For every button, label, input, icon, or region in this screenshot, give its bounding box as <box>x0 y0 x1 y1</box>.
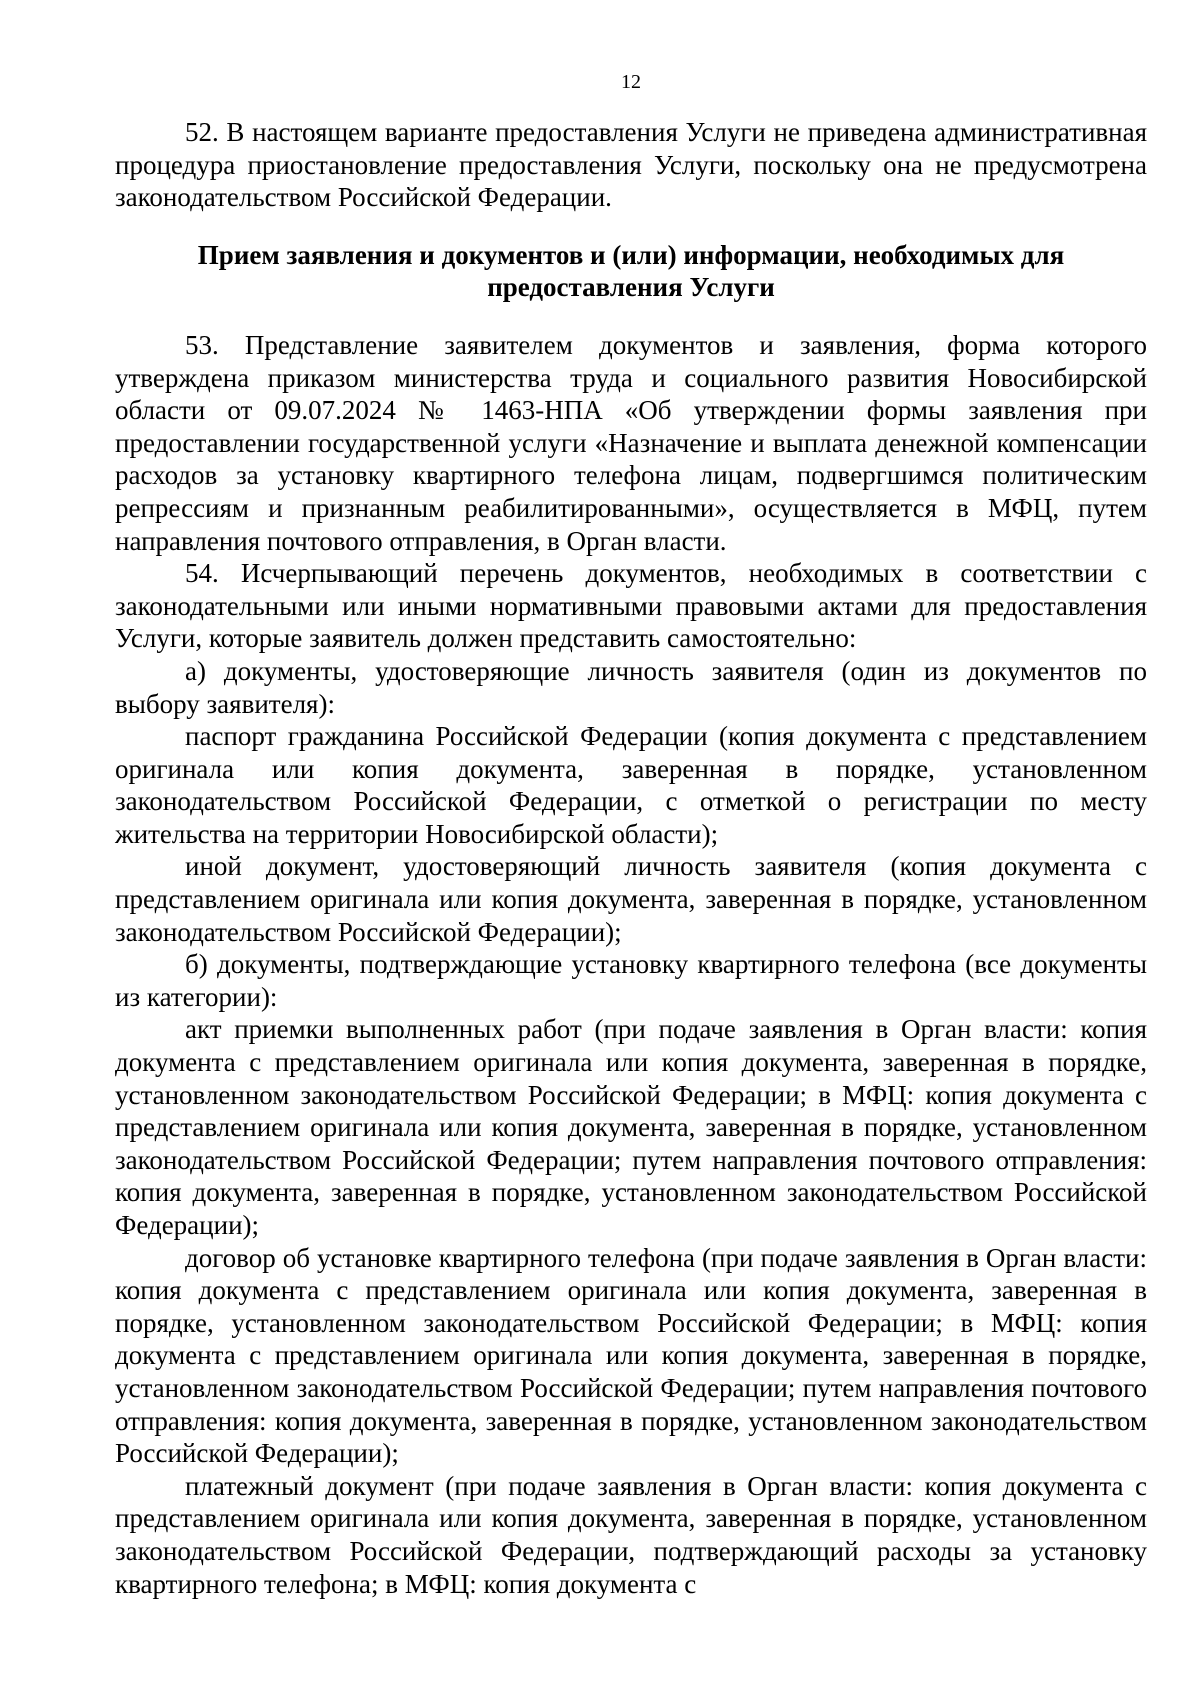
paragraph-payment: платежный документ (при подаче заявления в Орган власти: копия документа с представлением оригинала или копия документа, заверенная в порядке, установленном законодательством Российской Федерации, подтверждающий расходы за установку квартирного телефона; в МФЦ: копия документа с <box>115 1470 1147 1599</box>
paragraph-52: 52. В настоящем варианте предоставления Услуги не приведена административная процедура приостановление предоставления Услуги, поскольку она не предусмотрена законодательством Российской Федерации. <box>115 117 1147 213</box>
paragraph-item-a: а) документы, удостоверяющие личность заявителя (один из документов по выбору заявителя): <box>115 655 1147 719</box>
paragraph-other-id: иной документ, удостоверяющий личность заявителя (копия документа с представлением оригинала или копия документа, заверенная в порядке, установленном законодательством Российской Федерации); <box>115 851 1147 947</box>
paragraph-contract: договор об установке квартирного телефона (при подаче заявления в Орган власти: копия документа с представлением оригинала или копия документа, заверенная в порядке, установленном законодательством Российской Федерации; в МФЦ: копия документа с представлением оригинала или копия документа, заверенная в порядке, установленном законодательством Российской Федерации; путем направления почтового отправления: копия документа, заверенная в порядке, установленном законодательством Российской Федерации); <box>115 1242 1147 1469</box>
paragraph-item-b: б) документы, подтверждающие установку квартирного телефона (все документы из категории): <box>115 949 1147 1012</box>
document-body <box>115 116 1147 1600</box>
paragraph-53: 53. Представление заявителем документов и заявления, форма которого утверждена приказом министерства труда и социального развития Новосибирской области от 09.07.2024 № 1463-НПА «Об утверждении формы заявления при предоставлении государственной услуги «Назначение и выплата денежной компенсации расходов за установку квартирного телефона лицам, подвергшимся политическим репрессиям и признанным реабилитированными», осуществляется в МФЦ, путем направления почтового отправления, в Орган власти. <box>115 329 1147 556</box>
page-number: 12 <box>621 71 641 93</box>
section-heading: Прием заявления и документов и (или) информации, необходимых для предоставления Услуги <box>197 239 1065 303</box>
paragraph-54: 54. Исчерпывающий перечень документов, необходимых в соответствии с законодательными или иными нормативными правовыми актами для предоставления Услуги, которые заявитель должен представить самостоятельно: <box>115 558 1147 654</box>
paragraph-passport: паспорт гражданина Российской Федерации (копия документа с представлением оригинала или копия документа, заверенная в порядке, установленном законодательством Российской Федерации, с отметкой о регистрации по месту жительства на территории Новосибирской области); <box>115 721 1147 849</box>
paragraph-act: акт приемки выполненных работ (при подаче заявления в Орган власти: копия документа с представлением оригинала или копия документа, заверенная в порядке, установленном законодательством Российской Федерации; в МФЦ: копия документа с представлением оригинала или копия документа, заверенная в порядке, установленном законодательством Российской Федерации; путем направления почтового отправления: копия документа, заверенная в порядке, установленном законодательством Российской Федерации); <box>115 1014 1147 1240</box>
